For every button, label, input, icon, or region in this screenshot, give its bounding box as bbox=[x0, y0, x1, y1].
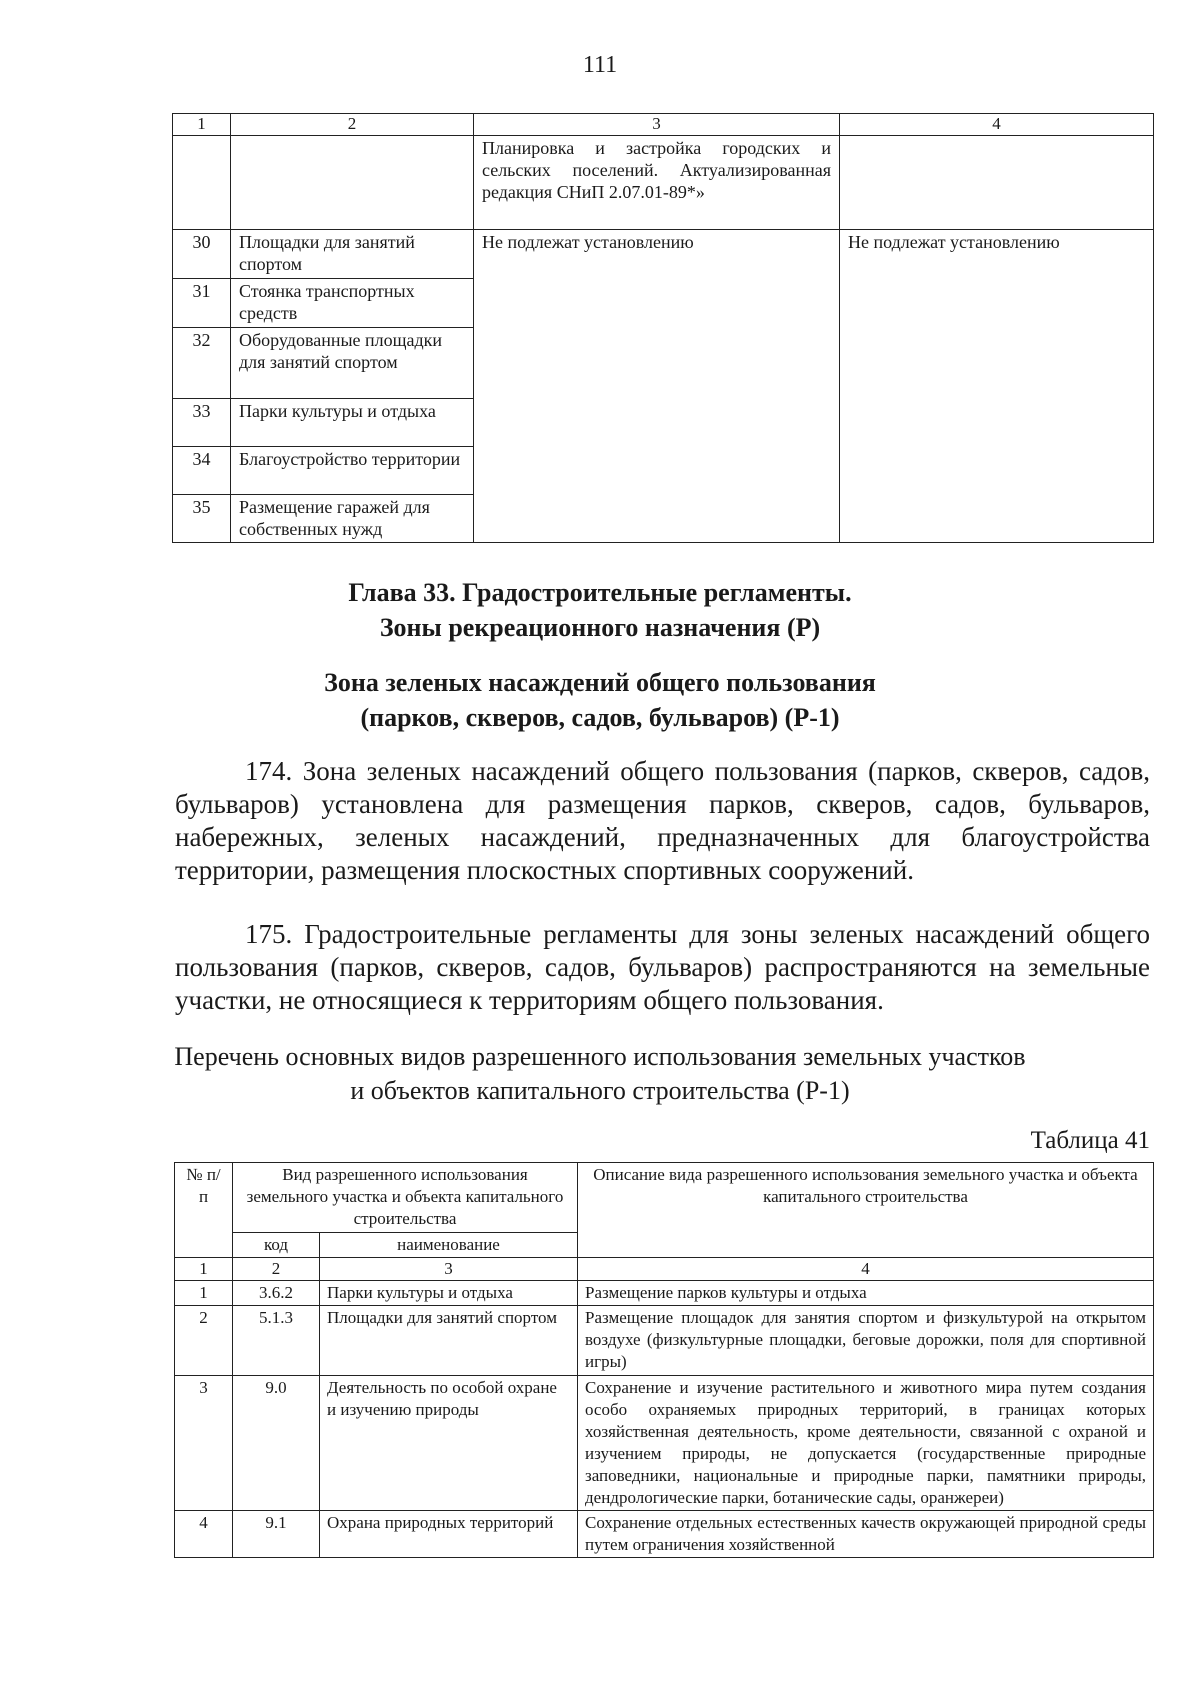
row-name: Размещение гаражей для собственных нужд bbox=[231, 494, 474, 543]
row-number: 30 bbox=[173, 229, 231, 278]
column-index: 4 bbox=[578, 1258, 1154, 1281]
row-name: Парки культуры и отдыха bbox=[320, 1281, 578, 1306]
table-row bbox=[175, 1281, 1154, 1306]
row-number: 34 bbox=[173, 446, 231, 494]
row-description: Размещение площадок для занятия спортом и физкультурой на открытом воздухе (физкультурные площадки, беговые дорожки, поля для спортивной игры) bbox=[578, 1306, 1154, 1375]
chapter-title-line: Глава 33. Градостроительные регламенты. bbox=[348, 578, 852, 607]
table-row bbox=[175, 1375, 1154, 1511]
page-number: 111 bbox=[582, 52, 618, 78]
row-number: 33 bbox=[173, 398, 231, 446]
continuation-text: Планировка и застройка городских и сельских поселений. Актуализированная редакция СНиП 2.07.01-89*» bbox=[474, 135, 840, 229]
paragraph-175 bbox=[175, 918, 1150, 1017]
paragraph-text: 175. Градостроительные регламенты для зоны зеленых насаждений общего пользования (парков, скверов, садов, бульваров) распространяются на земельные участки, не относящиеся к территориям общего пользования. bbox=[175, 919, 1150, 1015]
row-code: 9.0 bbox=[233, 1375, 320, 1511]
row-description: Сохранение отдельных естественных качеств окружающей природной среды путем ограничения хозяйственной bbox=[578, 1511, 1154, 1558]
header-code: код bbox=[233, 1233, 320, 1258]
column-index-row bbox=[175, 1258, 1154, 1281]
zone-heading bbox=[0, 665, 1200, 735]
row-name: Стоянка транспортных средств bbox=[231, 278, 474, 327]
table-row bbox=[175, 1306, 1154, 1375]
zone-title-line: (парков, скверов, садов, бульваров) (Р-1) bbox=[360, 703, 840, 732]
row-name: Благоустройство территории bbox=[231, 446, 474, 494]
column-index: 3 bbox=[320, 1258, 578, 1281]
chapter-heading bbox=[0, 575, 1200, 645]
row-number: 31 bbox=[173, 278, 231, 327]
continuation-row bbox=[173, 135, 1154, 229]
row-number: 35 bbox=[173, 494, 231, 543]
row-name: Охрана природных территорий bbox=[320, 1511, 578, 1558]
row-number: 3 bbox=[175, 1375, 233, 1511]
paragraph-text: 174. Зона зеленых насаждений общего пользования (парков, скверов, садов, бульваров) установлена для размещения парков, скверов, садов, бульваров, набережных, зеленых насаждений, предназначенных для благоустройства территории, размещения плоскостных спортивных сооружений. bbox=[175, 756, 1150, 885]
header-type: Вид разрешенного использования земельного участка и объекта капитального строительства bbox=[233, 1163, 578, 1233]
header-name: наименование bbox=[320, 1233, 578, 1258]
col4-value: Не подлежат установлению bbox=[840, 229, 1154, 543]
header-row bbox=[175, 1163, 1154, 1233]
chapter-title-line: Зоны рекреационного назначения (Р) bbox=[379, 613, 821, 642]
list-heading bbox=[0, 1040, 1200, 1108]
column-index: 3 bbox=[474, 114, 840, 136]
column-index: 1 bbox=[173, 114, 231, 136]
row-name: Площадки для занятий спортом bbox=[320, 1306, 578, 1375]
column-index: 2 bbox=[231, 114, 474, 136]
row-name: Парки культуры и отдыха bbox=[231, 398, 474, 446]
table-row bbox=[175, 1511, 1154, 1558]
table-label: Таблица 41 bbox=[1030, 1127, 1150, 1154]
row-number: 4 bbox=[175, 1511, 233, 1558]
col3-value: Не подлежат установлению bbox=[474, 229, 840, 543]
row-name: Деятельность по особой охране и изучению природы bbox=[320, 1375, 578, 1511]
row-description: Размещение парков культуры и отдыха bbox=[578, 1281, 1154, 1306]
row-number: 32 bbox=[173, 327, 231, 398]
continuation-table bbox=[172, 113, 1154, 543]
list-title-line: и объектов капитального строительства (Р-1) bbox=[350, 1076, 850, 1105]
column-index: 2 bbox=[233, 1258, 320, 1281]
column-index: 4 bbox=[840, 114, 1154, 136]
row-code: 5.1.3 bbox=[233, 1306, 320, 1375]
list-title-line: Перечень основных видов разрешенного использования земельных участков bbox=[174, 1042, 1026, 1071]
header-description: Описание вида разрешенного использования земельного участка и объекта капитального строительства bbox=[578, 1163, 1154, 1258]
row-description: Сохранение и изучение растительного и животного мира путем создания особо охраняемых природных территорий, в границах которых хозяйственная деятельность, кроме деятельности, связанной с охраной и изучением природы, не допускается (государственные природные заповедники, национальные и природные парки, памятники природы, дендрологические парки, ботанические сады, оранжереи) bbox=[578, 1375, 1154, 1511]
column-index: 1 bbox=[175, 1258, 233, 1281]
row-code: 9.1 bbox=[233, 1511, 320, 1558]
row-number: 1 bbox=[175, 1281, 233, 1306]
header-num: № п/п bbox=[175, 1163, 233, 1258]
zone-title-line: Зона зеленых насаждений общего пользования bbox=[324, 668, 876, 697]
row-name: Оборудованные площадки для занятий спортом bbox=[231, 327, 474, 398]
permitted-use-table bbox=[174, 1162, 1154, 1558]
row-name: Площадки для занятий спортом bbox=[231, 229, 474, 278]
row-code: 3.6.2 bbox=[233, 1281, 320, 1306]
paragraph-174 bbox=[175, 755, 1150, 887]
column-index-row bbox=[173, 114, 1154, 136]
table-row bbox=[173, 229, 1154, 278]
row-number: 2 bbox=[175, 1306, 233, 1375]
